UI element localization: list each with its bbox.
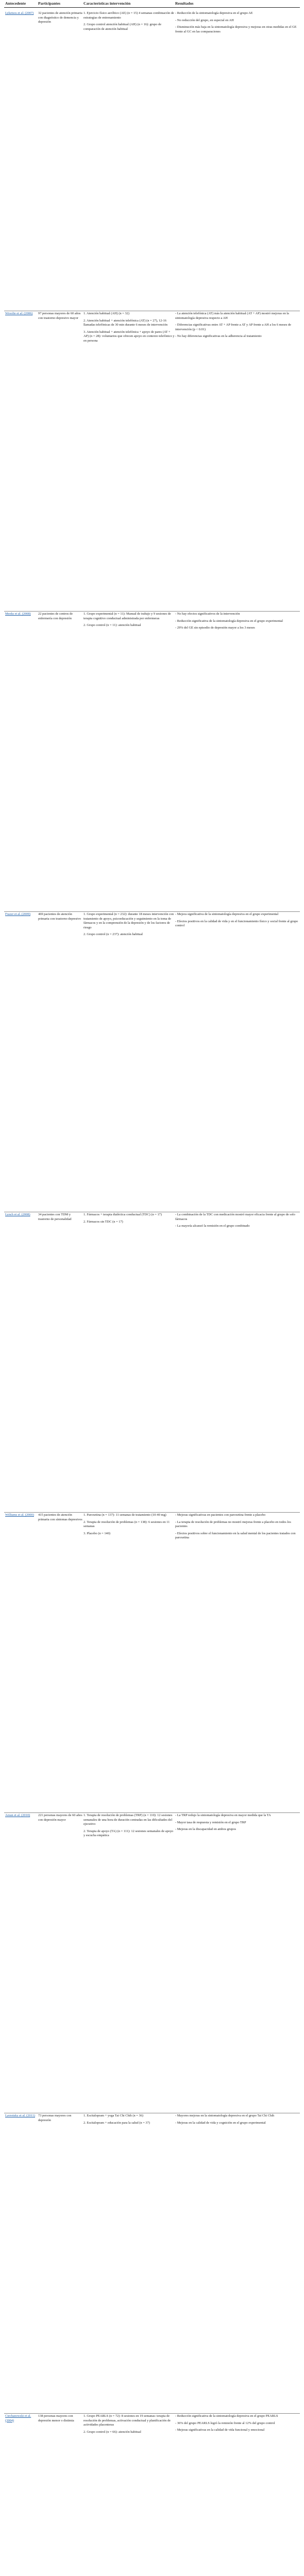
- intervention-item: 1. Escitalopram + yoga Tai Chi Chih (n = 36): [83, 2114, 143, 2117]
- intervention-item: 1. Paroxetina (n = 137): 11 semanas de tratamiento (10-40 mg): [83, 1513, 166, 1517]
- intervention-item: 2. Fármacos sin TDC (n = 17): [83, 1219, 123, 1224]
- author-link[interactable]: Lavretsky et al. (2011): [5, 2114, 35, 2117]
- table-row: [0, 611, 304, 911]
- intervention-item: 1. Ejercicio físico aeróbico (AE) (n = 15) 4 semanas combinación de estrategias de entrenamiento: [83, 11, 174, 20]
- interventions-cell: [83, 11, 175, 34]
- table-header: [0, 0, 304, 11]
- results-cell: [175, 1814, 300, 1835]
- table-row: [0, 311, 304, 611]
- participants-cell: 97 personas mayores de 60 años con trastorno depresivo mayor: [38, 312, 81, 320]
- result-item: - Reducción significativa de la sintomatología depresiva en el grupo experimental: [175, 619, 283, 623]
- intervention-item: 1. Fármacos + terapia dialéctica conductual (TDC) (n = 17): [83, 1213, 162, 1216]
- intervention-item: 2. Grupo control (n = 66): atención habitual: [83, 2430, 141, 2434]
- result-item: - La mayoría alcanzó la remisión en el grupo combinado: [175, 1224, 250, 1228]
- header-antecedente: Antecedente: [5, 1, 26, 6]
- result-item: - La combinación de la TDC con medicación mostró mayor eficacia frente al grupo de solo fármacos: [175, 1213, 295, 1221]
- interventions-cell: [83, 312, 175, 346]
- results-cell: [175, 1513, 300, 1543]
- table-row: [0, 911, 304, 1212]
- intervention-item: 3. Placebo (n = 140): [83, 1531, 111, 1535]
- results-cell: [175, 312, 300, 342]
- intervention-item: 1. Grupo experimental (n = 232): durante 18 meses intervención con tratamiento de apoyo, psicoeducación y seguimiento en la toma de fármacos y en la comprensión de la depresión y de los factores de riesgo: [83, 912, 174, 929]
- intervention-item: 2. Terapia de resolución de problemas (n = 138): 6 sesiones en 11 semanas: [83, 1520, 170, 1529]
- row-divider: [4, 1812, 300, 1813]
- result-item: - No hay efectos significativos de la intervención: [175, 612, 240, 616]
- intervention-item: 2. Terapia de apoyo (TA) (n = 111): 12 sesiones semanales de apoyo y escucha empática: [83, 1829, 174, 1838]
- interventions-cell: [83, 912, 175, 940]
- result-item: - 29% del GE sin episodio de depresión mayor a los 3 meses: [175, 626, 255, 630]
- result-item: - Diferencias significativas entre AT + AP frente a AT y AP frente a AH a los 6 meses de intervención (p < 0.01): [175, 323, 291, 331]
- participants-cell: 415 pacientes de atención primaria con síntomas depresivos: [38, 1513, 82, 1521]
- results-cell: [175, 2414, 300, 2435]
- interventions-cell: [83, 1513, 175, 1538]
- result-item: - La TRP redujo la sintomatología depresiva en mayor medida que la TA: [175, 1814, 271, 1817]
- result-item: - Mejoras significativas en pacientes con paroxetina frente a placebo: [175, 1513, 266, 1517]
- result-item: - Efectos positivos en la calidad de vida y en el funcionamiento físico y social frente al grupo control: [175, 919, 298, 928]
- result-item: - No hay diferencias significativas en la adherencia al tratamiento: [175, 334, 262, 338]
- intervention-item: 2. Grupo control atención habitual (AH) (n = 16): grupo de comparación de atención habitual: [83, 23, 162, 31]
- table-row: [0, 1512, 304, 1812]
- participants-cell: 221 personas mayores de 60 años con depresión mayor: [38, 1814, 82, 1822]
- author-link[interactable]: Arean et al. (2010): [5, 1814, 30, 1817]
- table-row: [0, 2413, 304, 2576]
- intervention-item: 1. Grupo experimental (n = 11): Manual de trabajo y 9 sesiones de terapia cognitivo conductual administrada por enfermeras: [83, 612, 171, 620]
- interventions-cell: [83, 1814, 175, 1841]
- interventions-cell: [83, 2414, 175, 2437]
- row-divider: [4, 1512, 300, 1513]
- intervention-item: 2. Atención habitual + atención telefónica (AT) (n = 27), 12-16 llamadas telefónicas de 30 min durante 6 meses de intervención: [83, 318, 168, 327]
- table-row: [0, 1212, 304, 1512]
- table-row: [0, 2113, 304, 2413]
- row-divider: [4, 2413, 300, 2414]
- result-item: - Disminución más baja en la sintomatología depresiva y mejoras en otras medidas en el GE frente al GC en las comparaciones: [175, 25, 297, 33]
- result-item: - Mejoras en la calidad de vida y cognición en el grupo experimental: [175, 2121, 266, 2125]
- results-cell: [175, 612, 300, 633]
- result-item: - Mejoras significativas en la calidad de vida funcional y emocional: [175, 2428, 265, 2432]
- interventions-cell: [83, 2114, 175, 2128]
- result-item: - Mejoras en la discapacidad en ambos grupos: [175, 1827, 237, 1832]
- author-link[interactable]: Ciechanowski et al. (2004): [5, 2414, 31, 2422]
- result-item: - Reducción significativa de la sintomatología depresiva en el grupo PEARLS: [175, 2414, 278, 2418]
- intervention-item: 1. Atención habitual (AH) (n = 32): [83, 312, 129, 315]
- header-caracteristicas: Características intervención: [83, 1, 131, 6]
- participants-cell: 469 pacientes de atención primaria con trastorno depresivo: [38, 912, 81, 921]
- author-link[interactable]: Lynch et al. (2008): [5, 1213, 30, 1216]
- result-item: - 36% del grupo PEARLS logró la remisión frente al 12% del grupo control: [175, 2421, 275, 2425]
- author-link[interactable]: Wroolie et al. (2006): [5, 312, 33, 315]
- results-cell: [175, 912, 300, 931]
- header-resultados: Resultados: [175, 1, 194, 6]
- result-item: - Efectos positivos sobre el funcionamiento en la salud mental de los pacientes tratados con paroxetina: [175, 1531, 296, 1540]
- participants-cell: 73 personas mayores con depresión: [38, 2114, 72, 2122]
- intervention-item: 2. Grupo control (n = 11): atención habitual: [83, 623, 141, 628]
- header-participantes: Participantes: [38, 1, 61, 6]
- intervention-item: 2. Escitalopram + educación para la salud (n = 37): [83, 2121, 150, 2125]
- result-item: - No reducción del grupo, en especial en AH: [175, 18, 234, 22]
- participants-cell: 32 pacientes de atención primaria con diagnóstico de demencia y depresión: [38, 11, 82, 24]
- row-divider: [4, 911, 300, 912]
- intervention-item: 1. Grupo PEARLS (n = 72): 8 sesiones en 19 semanas: terapia de resolución de problemas, activación conductual y planificación de actividades placenteras: [83, 2414, 171, 2427]
- author-link[interactable]: Williams et al. (2000): [5, 1513, 34, 1517]
- participants-cell: 22 pacientes de centros de enfermería con depresión: [38, 612, 73, 620]
- author-link[interactable]: Meeks et al. (2008): [5, 612, 31, 616]
- header-rule: [4, 7, 300, 8]
- interventions-cell: [83, 612, 175, 631]
- result-item: - Mayor tasa de respuesta y remisión en el grupo TRP: [175, 1820, 246, 1824]
- results-cell: [175, 1213, 300, 1231]
- results-cell: [175, 2114, 300, 2128]
- interventions-cell: [83, 1213, 175, 1227]
- participants-cell: 138 personas mayores con depresión menor o distimia: [38, 2414, 74, 2422]
- intervention-item: 3. Atención habitual + atención telefónica + apoyo de pares (AT + AP) (n = 28): voluntarios que ofrecen apoyo en contexto telefónico y en persona: [83, 330, 175, 343]
- result-item: - Reducción de la sintomatología depresiva en el grupo AE: [175, 11, 253, 15]
- participants-cell: 34 pacientes con TDM y trastorno de personalidad: [38, 1213, 72, 1221]
- intervention-item: 1. Terapia de resolución de problemas (TRP) (n = 110): 12 sesiones semanales de una hora de duración centradas en las dificultades del ejecutivo: [83, 1814, 173, 1826]
- row-divider: [4, 611, 300, 612]
- result-item: - La atención telefónica (AT) más la atención habitual (AT + AP) mostró mejoras en la sintomatología depresiva respecto a AH: [175, 312, 289, 320]
- table-row: [0, 1812, 304, 2113]
- results-cell: [175, 11, 300, 37]
- result-item: - La terapia de resolución de problemas no mostró mejoras frente a placebo en todos los pacientes: [175, 1520, 291, 1529]
- result-item: - Mejora significativa de la sintomatología depresiva en el grupo experimental: [175, 912, 279, 916]
- author-link[interactable]: Lyketsos et al. (2007): [5, 11, 34, 15]
- table-row: [0, 10, 304, 311]
- author-link[interactable]: Frazer et al. (2009): [5, 912, 30, 916]
- result-item: - Mayores mejoras en la sintomatología depresiva en el grupo Tai Chi Chih: [175, 2114, 275, 2117]
- intervention-item: 2. Grupo control (n = 237): atención habitual: [83, 933, 143, 937]
